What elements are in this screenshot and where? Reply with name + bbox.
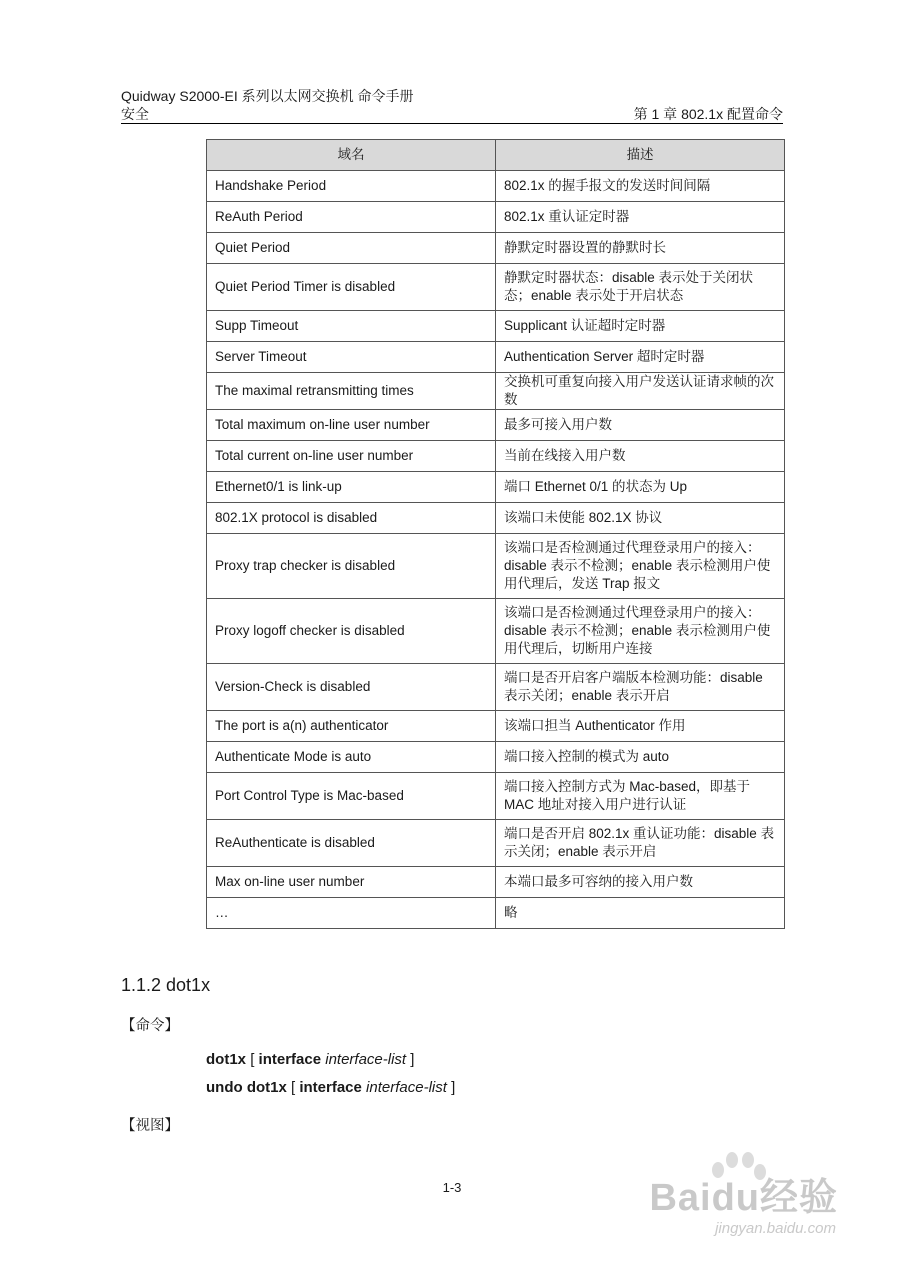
- field-cell: Authenticate Mode is auto: [207, 742, 496, 773]
- header-rule: [121, 123, 783, 124]
- field-cell: Version-Check is disabled: [207, 664, 496, 711]
- section-heading: 1.1.2 dot1x: [121, 975, 211, 995]
- watermark-logo: Baidu经验: [649, 1177, 838, 1219]
- table-row: [207, 503, 785, 534]
- table-row: [207, 664, 785, 711]
- table-row: [207, 867, 785, 898]
- table-row: [207, 599, 785, 664]
- field-cell: Proxy logoff checker is disabled: [207, 599, 496, 664]
- field-cell: Max on-line user number: [207, 867, 496, 898]
- desc-cell: 该端口是否检测通过代理登录用户的接入：disable 表示不检测；enable 表示检测用户使用代理后，发送 Trap 报文: [496, 534, 785, 599]
- table-row: [207, 373, 785, 410]
- field-cell: Quiet Period: [207, 233, 496, 264]
- field-cell: ReAuth Period: [207, 202, 496, 233]
- table-row: [207, 441, 785, 472]
- cmd-param: interface-list: [325, 1051, 407, 1068]
- field-cell: 802.1X protocol is disabled: [207, 503, 496, 534]
- view-tag: 【视图】: [121, 1118, 179, 1134]
- col-header-field: 域名: [207, 140, 496, 171]
- field-cell: The maximal retransmitting times: [207, 373, 496, 410]
- desc-cell: 当前在线接入用户数: [496, 441, 785, 472]
- desc-cell: 端口是否开启客户端版本检测功能：disable 表示关闭；enable 表示开启: [496, 664, 785, 711]
- desc-cell: 略: [496, 898, 785, 929]
- cmd-bracket-open: [: [250, 1051, 255, 1068]
- table-header-row: [207, 140, 785, 171]
- table-row: [207, 342, 785, 373]
- table-row: [207, 742, 785, 773]
- command-line-undo-dot1x: [206, 1078, 455, 1098]
- cmd-param: interface-list: [366, 1079, 447, 1096]
- desc-cell: 交换机可重复向接入用户发送认证请求帧的次数: [496, 373, 785, 410]
- table-row: [207, 898, 785, 929]
- field-cell: …: [207, 898, 496, 929]
- field-cell: Proxy trap checker is disabled: [207, 534, 496, 599]
- field-cell: Total current on-line user number: [207, 441, 496, 472]
- chapter-title: 第 1 章 802.1x 配置命令: [633, 106, 783, 122]
- field-cell: Supp Timeout: [207, 311, 496, 342]
- desc-cell: 该端口是否检测通过代理登录用户的接入：disable 表示不检测；enable 表示检测用户使用代理后，切断用户连接: [496, 599, 785, 664]
- field-cell: Port Control Type is Mac-based: [207, 773, 496, 820]
- field-cell: Server Timeout: [207, 342, 496, 373]
- desc-cell: 端口是否开启 802.1x 重认证功能：disable 表示关闭；enable 表示开启: [496, 820, 785, 867]
- desc-cell: 该端口未使能 802.1X 协议: [496, 503, 785, 534]
- desc-cell: 端口 Ethernet 0/1 的状态为 Up: [496, 472, 785, 503]
- desc-cell: 静默定时器设置的静默时长: [496, 233, 785, 264]
- desc-cell: Authentication Server 超时定时器: [496, 342, 785, 373]
- desc-cell: 802.1x 的握手报文的发送时间间隔: [496, 171, 785, 202]
- manual-title: Quidway S2000-EI 系列以太网交换机 命令手册: [121, 88, 414, 104]
- field-description-table: [206, 139, 785, 929]
- table-row: [207, 202, 785, 233]
- cmd-keyword: undo dot1x: [206, 1079, 287, 1096]
- manual-section: 安全: [121, 106, 149, 122]
- table-row: [207, 711, 785, 742]
- watermark-url: jingyan.baidu.com: [715, 1220, 836, 1237]
- cmd-keyword: interface: [258, 1051, 322, 1068]
- field-cell: Total maximum on-line user number: [207, 410, 496, 441]
- table-row: [207, 820, 785, 867]
- cmd-bracket-close: ]: [410, 1051, 415, 1068]
- table-row: [207, 410, 785, 441]
- table-row: [207, 311, 785, 342]
- cmd-keyword: dot1x: [206, 1051, 247, 1068]
- desc-cell: 端口接入控制的模式为 auto: [496, 742, 785, 773]
- cmd-keyword: interface: [299, 1079, 362, 1096]
- col-header-desc: 描述: [496, 140, 785, 171]
- desc-cell: 该端口担当 Authenticator 作用: [496, 711, 785, 742]
- field-cell: The port is a(n) authenticator: [207, 711, 496, 742]
- page-number: 1-3: [442, 1180, 462, 1195]
- command-line-dot1x: [206, 1050, 414, 1070]
- baidu-watermark: [642, 1148, 842, 1248]
- command-tag: 【命令】: [121, 1018, 179, 1034]
- table-row: [207, 472, 785, 503]
- table-row: [207, 264, 785, 311]
- cmd-bracket-open: [: [291, 1079, 296, 1096]
- header-left: [121, 87, 414, 123]
- field-cell: Ethernet0/1 is link-up: [207, 472, 496, 503]
- desc-cell: 本端口最多可容纳的接入用户数: [496, 867, 785, 898]
- desc-cell: 最多可接入用户数: [496, 410, 785, 441]
- field-cell: Quiet Period Timer is disabled: [207, 264, 496, 311]
- table-row: [207, 171, 785, 202]
- desc-cell: 静默定时器状态：disable 表示处于关闭状态；enable 表示处于开启状态: [496, 264, 785, 311]
- table-row: [207, 233, 785, 264]
- desc-cell: Supplicant 认证超时定时器: [496, 311, 785, 342]
- table-row: [207, 534, 785, 599]
- field-cell: Handshake Period: [207, 171, 496, 202]
- cmd-bracket-close: ]: [451, 1079, 456, 1096]
- table-row: [207, 773, 785, 820]
- desc-cell: 端口接入控制方式为 Mac-based，即基于 MAC 地址对接入用户进行认证: [496, 773, 785, 820]
- desc-cell: 802.1x 重认证定时器: [496, 202, 785, 233]
- field-cell: ReAuthenticate is disabled: [207, 820, 496, 867]
